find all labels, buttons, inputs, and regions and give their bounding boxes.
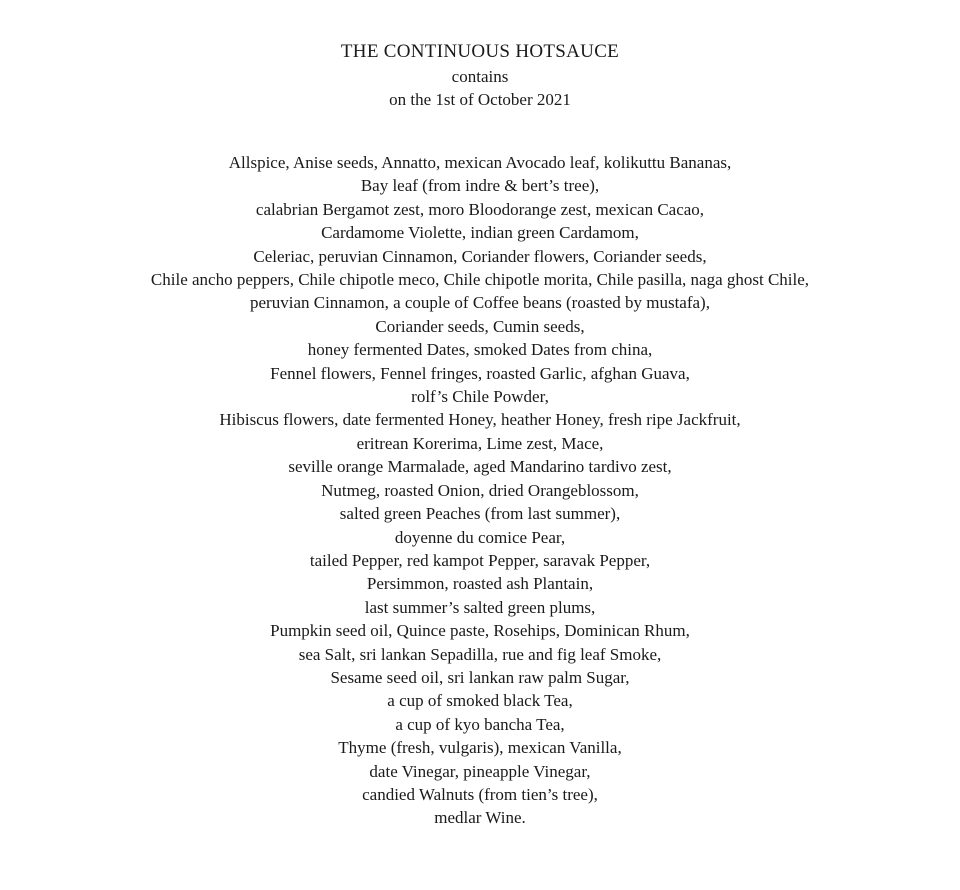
ingredient-line: salted green Peaches (from last summer), [339,504,621,524]
ingredient-line: doyenne du comice Pear, [394,527,566,547]
ingredient-list [0,151,960,830]
ingredient-line: tailed Pepper, red kampot Pepper, saravak Pepper, [309,550,651,570]
ingredient-line: Hibiscus flowers, date fermented Honey, heather Honey, fresh ripe Jackfruit, [219,410,741,430]
ingredient-line: Fennel flowers, Fennel fringes, roasted Garlic, afghan Guava, [270,363,690,383]
subtitle-contains: contains [451,67,509,86]
ingredient-line: Cardamome Violette, indian green Cardamom, [321,223,639,243]
ingredient-line: Celeriac, peruvian Cinnamon, Coriander flowers, Coriander seeds, [253,246,707,266]
ingredient-line: eritrean Korerima, Lime zest, Mace, [356,433,604,453]
ingredient-line: last summer’s salted green plums, [364,597,596,617]
ingredient-line: seville orange Marmalade, aged Mandarino tardivo zest, [288,457,672,477]
ingredient-line: Sesame seed oil, sri lankan raw palm Sugar, [330,667,630,687]
document-header [0,38,960,111]
ingredient-line: Nutmeg, roasted Onion, dried Orangeblossom, [321,480,639,500]
ingredient-line: candied Walnuts (from tien’s tree), [362,784,598,804]
ingredient-line: Pumpkin seed oil, Quince paste, Rosehips, Dominican Rhum, [270,621,690,641]
document-title: THE CONTINUOUS HOTSAUCE [340,41,620,62]
ingredient-line: Coriander seeds, Cumin seeds, [375,316,585,336]
ingredient-line: sea Salt, sri lankan Sepadilla, rue and fig leaf Smoke, [298,644,662,664]
ingredient-line: rolf’s Chile Powder, [411,387,549,407]
ingredient-line: a cup of kyo bancha Tea, [395,714,565,734]
ingredient-line: Thyme (fresh, vulgaris), mexican Vanilla, [338,738,622,758]
ingredient-line: Allspice, Anise seeds, Annatto, mexican Avocado leaf, kolikuttu Bananas, [228,153,732,172]
ingredient-line: a cup of smoked black Tea, [387,691,573,711]
ingredient-line: Chile ancho peppers, Chile chipotle meco, Chile chipotle morita, Chile pasilla, naga ghost Chile, [150,270,810,290]
ingredient-line: Bay leaf (from indre & bert’s tree), [360,176,600,196]
ingredient-line: honey fermented Dates, smoked Dates from china, [307,340,653,360]
ingredient-line: medlar Wine. [434,808,526,828]
subtitle-date: on the 1st of October 2021 [389,90,571,109]
ingredient-line: date Vinegar, pineapple Vinegar, [369,761,591,781]
ingredient-line: calabrian Bergamot zest, moro Bloodorange zest, mexican Cacao, [255,199,705,219]
ingredient-line: Persimmon, roasted ash Plantain, [366,574,594,594]
ingredient-line: peruvian Cinnamon, a couple of Coffee beans (roasted by mustafa), [250,293,710,313]
